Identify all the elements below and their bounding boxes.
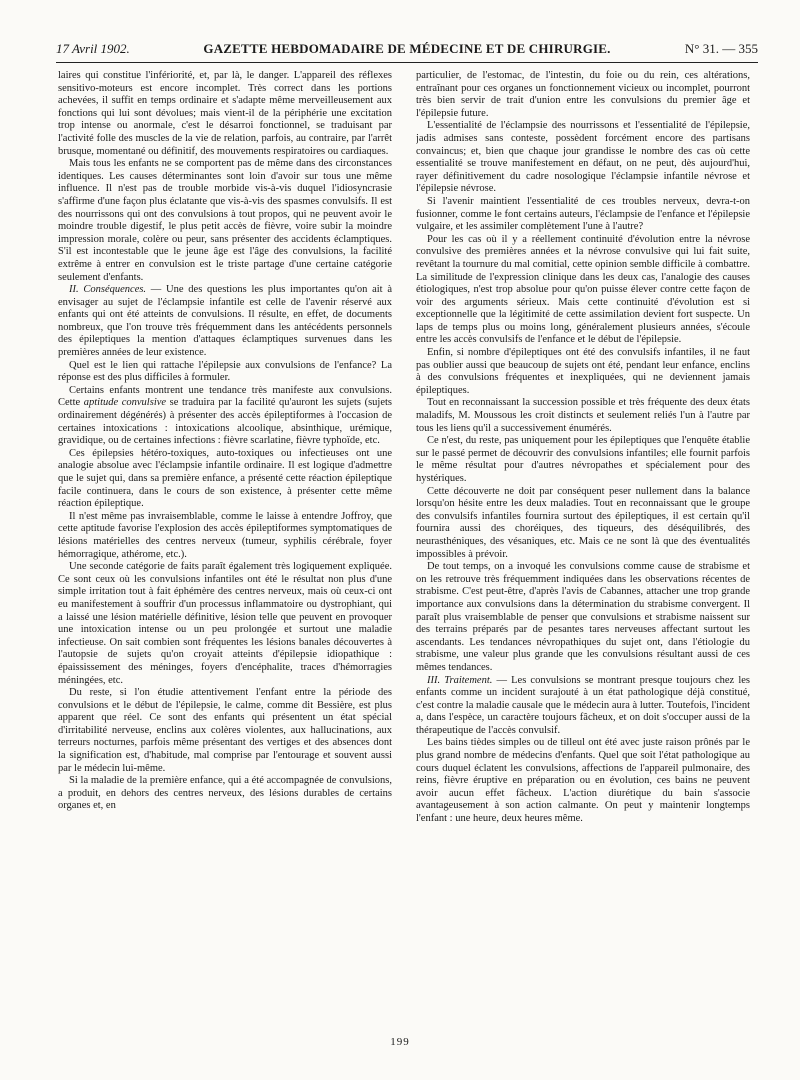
paragraph [416, 347, 750, 397]
paragraph [416, 737, 750, 825]
paragraph-text: Mais tous les enfants ne se comportent pas de même dans des circonstances identiques. Les causes déterminantes sont loin d'avoir sur tous une même influence. Il n'est pas de trouble morbide vis-à-vis duquel l'idiosyncrasie s'affirme d'une façon plus éclatante que vis-à-vis des spasmes convulsifs. Il est des nourrissons qui ont des convulsions à tout propos, qui ne peuvent avoir le moindre trouble digestif, le plus petit accès de fièvre, voire subir la moindre impression morale, colère ou peur, sans présenter des accidents éclamptiques. S'il est incontestable que le jeune âge est l'âge des convulsions, la facilité extrême à entrer en convulsion est le triste partage d'une certaine catégorie seulement d'enfants. [58, 158, 392, 283]
paragraph [58, 687, 392, 775]
paragraph-text: Cette découverte ne doit par conséquent peser nullement dans la balance lorsqu'on hésite entre les deux maladies. Tout en reconnaissant que le groupe des convulsifs infantiles fournira surtout des épileptiques, il est certain qu'il fournira aussi des choréiques, des tiqueurs, des déséquilibrés, des neurasthéniques, des vésaniques, etc. Mais ce ne sont là que des éventualités impossibles à prévoir. [416, 485, 750, 560]
paragraph-text: Tout en reconnaissant la succession possible et très fréquente des deux états maladifs, M. Moussous les croit distincts et seulement reliés l'un à l'autre par tous les liens qu'il a successivement énumérés. [416, 397, 750, 434]
left-text-column [58, 70, 392, 1025]
page-folio: 199 [390, 1036, 410, 1048]
paragraph [58, 448, 392, 511]
paragraph-text: Ce n'est, du reste, pas uniquement pour les épileptiques que l'enquête établie sur le passé permet de découvrir des convulsions infantiles; elle fournit parfois le même résultat pour d'autres névropathes et spécialement pour des hystériques. [416, 435, 750, 484]
paragraph [416, 435, 750, 485]
paragraph [416, 561, 750, 674]
issue-page-number: N° 31. — 355 [684, 41, 758, 56]
running-header [56, 38, 758, 63]
paragraph [58, 70, 392, 158]
paragraph [416, 196, 750, 234]
paragraph-text: De tout temps, on a invoqué les convulsions comme cause de strabisme et on les retrouve très fréquemment indiquées dans les observations récentes de strabisme. C'est peut-être, d'après l'avis de Cabannes, attacher une trop grande importance aux convulsions dans la détermination du strabisme convergent. Il paraît plus vraisemblable de penser que convulsions et strabisme naissent sur des terrains préparés par de pesantes tares nerveuses affectant surtout les ascendants. Les tendances névropathiques du sujet ont, dans l'étiologie du strabisme, une valeur plus grande que les convulsions résultant aussi de ces mêmes tendances. [416, 561, 750, 673]
paragraph [58, 385, 392, 448]
paragraph-text: Les bains tièdes simples ou de tilleul ont été avec juste raison prônés par le plus grand nombre de médecins d'enfants. Quel que soit l'état pathologique au cours duquel éclatent les convulsions, affections de l'appareil pulmonaire, des reins, fièvre éruptive en préparation ou en évolution, ces bains ne peuvent avoir aucun effet fâcheux. L'action diurétique du bain s'associe avantageusement à son action calmante. On peut y maintenir longtemps l'enfant : une heure, deux heures même. [416, 737, 750, 825]
paragraph-text: laires qui constitue l'infériorité, et, par là, le danger. L'appareil des réflexes sensitivo-moteurs est encore incomplet. Très correct dans les portions achevées, il suffit en temps ordinaire et s'adapte même merveilleusement aux fonctions qui lui sont dévolues; mais vient-il de la périphérie une excitation trop intense ou anormale, c'est le désarroi fonctionnel, se traduisant par l'activité folle des muscles de la vie de relation, parfois, au contraire, par l'arrêt brusque, momentané ou définitif, des mouvements respiratoires ou cardiaques. [58, 70, 392, 157]
paragraph [416, 397, 750, 435]
paragraph [416, 675, 750, 738]
paragraph-text: Si la maladie de la première enfance, qui a été accompagnée de convulsions, a produit, en dehors des centres nerveux, des lésions durables de certains organes et, en [58, 775, 392, 812]
paragraph [416, 486, 750, 562]
paragraph-text: L'essentialité de l'éclampsie des nourrissons et l'essentialité de l'épilepsie, jadis admises sans conteste, possèdent forcément encore des partisans convaincus; et, bien que chaque jour grandisse le nombre des cas où cette essentialité se trouve manifestement en défaut, on ne peut, dès aujourd'hui, rayer définitivement du cadre nosologique l'éclampsie infantile névrose et l'épilepsie névrose. [416, 120, 750, 195]
paragraph-text: Il n'est même pas invraisemblable, comme le laisse à entendre Joffroy, que cette aptitude favorise l'explosion des accès épileptiformes symptomatiques de lésions matérielles des centres nerveux (tumeur, syphilis cérébrale, foyer hémorragique, athérome, etc.). [58, 510, 392, 560]
section-heading: III. Traitement. [427, 674, 493, 686]
paragraph-text: particulier, de l'estomac, de l'intestin, du foie ou du rein, ces altérations, entraînant pour ces organes un fonctionnement vicieux ou incomplet, pourront très bien servir de trait d'union entre les convulsions du premier âge et l'épilepsie future. [416, 70, 750, 119]
paragraph [58, 284, 392, 360]
journal-title: GAZETTE HEBDOMADAIRE DE MÉDECINE ET DE CHIRURGIE. [203, 41, 611, 56]
paragraph [416, 70, 750, 120]
paragraph-text: Si l'avenir maintient l'essentialité de ces troubles nerveux, devra-t-on fusionner, comme le font certains auteurs, l'éclampsie de l'enfance et l'épilepsie vulgaire, et les assimiler complètement l'une à l'autre? [416, 195, 750, 233]
paragraph-text: — Une des questions les plus importantes qu'on ait à envisager au sujet de l'éclampsie infantile est celle de l'avenir réservé aux enfants qui ont été atteints de convulsions. Il résulte, en effet, de documents nombreux, que l'on trouve très fréquemment dans les antécédents personnels des épileptiques la mention d'attaques éclamptiques survenues dans les premières années de leur existence. [58, 284, 392, 359]
paragraph-text: — Les convulsions se montrant presque toujours chez les enfants comme un incident surajouté à un état pathologique déjà constitué, c'est contre la maladie causale que le médecin aura à lutter. Toutefois, l'incident a, dans l'espèce, un caractère toujours fâcheux, et on doit s'occuper aussi de la thérapeutique de l'accès convulsif. [416, 674, 750, 736]
paragraph [58, 360, 392, 385]
paragraph [58, 158, 392, 284]
paragraph-text: Pour les cas où il y a réellement continuité d'évolution entre la névrose convulsive des premières années et la névrose convulsive qui lui fait suite, revêtant la tournure du mal comitial, cette opinion semble difficile à combattre. La similitude de l'expression clinique dans les deux cas, l'analogie des causes étiologiques, n'est trop absolue pour qu'on puisse élever contre cette façon de voir des arguments sérieux. Mais cette continuité d'évolution est si exceptionnelle que la légitimité de cette assimilation devient fort suspecte. Un laps de temps plus ou moins long, généralement plusieurs années, s'écoule entre les accès convulsifs de l'enfance et le début de l'épilepsie. [416, 233, 750, 346]
paragraph-text: Une seconde catégorie de faits paraît également très logiquement expliquée. Ce sont ceux où les convulsions infantiles ont été le résultat non plus d'une simple irritation tout à fait éphémère des centres nerveux, mais où ceux-ci ont eu manifestement à souffrir d'un processus inflammatoire ou dystrophiant, qui a laissé une lésion matérielle définitive, lésion telle que peuvent en provoquer une intoxication intense ou un peu prolongée et surtout une maladie infectieuse. On sait combien sont fréquentes les lésions banales découvertes à l'autopsie de sujets qu'on croyait atteints d'épilepsie idiopathique : épaississement des méninges, foyers d'encéphalite, traces d'hémorragies méningées, etc. [58, 561, 392, 686]
paragraph-text: Du reste, si l'on étudie attentivement l'enfant entre la période des convulsions et le début de l'épilepsie, le calme, comme dit Bessière, est plus apparent que réel. Ce sont des enfants qui présentent un état spécial d'irritabilité nerveuse, enclins aux colères violentes, aux hallucinations, aux terreurs nocturnes, parfois même présentant des vertiges et des absences dont la signification est, d'habitude, mal comprise par l'entourage et souvent aussi par le médecin lui-même. [58, 687, 392, 774]
paragraph [416, 234, 750, 347]
paragraph [58, 511, 392, 561]
paragraph-text: Enfin, si nombre d'épileptiques ont été des convulsifs infantiles, il ne faut pas oublier aussi que beaucoup de sujets ont été, pendant leur enfance, enclins à des convulsions fréquentes et inexpliquées, qui ne deviennent jamais épileptiques. [416, 347, 750, 396]
paragraph-text: Quel est le lien qui rattache l'épilepsie aux convulsions de l'enfance? La réponse est des plus difficiles à formuler. [58, 359, 392, 384]
paragraph [58, 775, 392, 813]
paragraph-text: Certains enfants montrent une tendance très manifeste aux convulsions. Cette aptitude convulsive se traduira par la facilité qu'auront les sujets (sujets ordinairement dégénérés) à présenter des accès épileptiformes à l'occasion de certaines intoxications : intoxications alcoolique, absinthique, urémique, gravidique, ou de certaines infections : fièvre scarlatine, fièvre typhoïde, etc. [58, 384, 392, 447]
paragraph [58, 561, 392, 687]
section-heading: II. Conséquences. [69, 284, 147, 296]
paragraph [416, 120, 750, 196]
issue-date: 17 Avril 1902. [56, 41, 130, 56]
right-text-column [416, 70, 750, 1025]
paragraph-text: Ces épilepsies hétéro-toxiques, auto-toxiques ou infectieuses ont une analogie absolue avec l'éclampsie infantile ordinaire. Il est logique d'admettre que le sujet qui, dans sa première enfance, a présenté cette réaction épileptique facile continuera, dans le cours de son existence, à présenter cette même réaction épileptique. [58, 447, 392, 510]
